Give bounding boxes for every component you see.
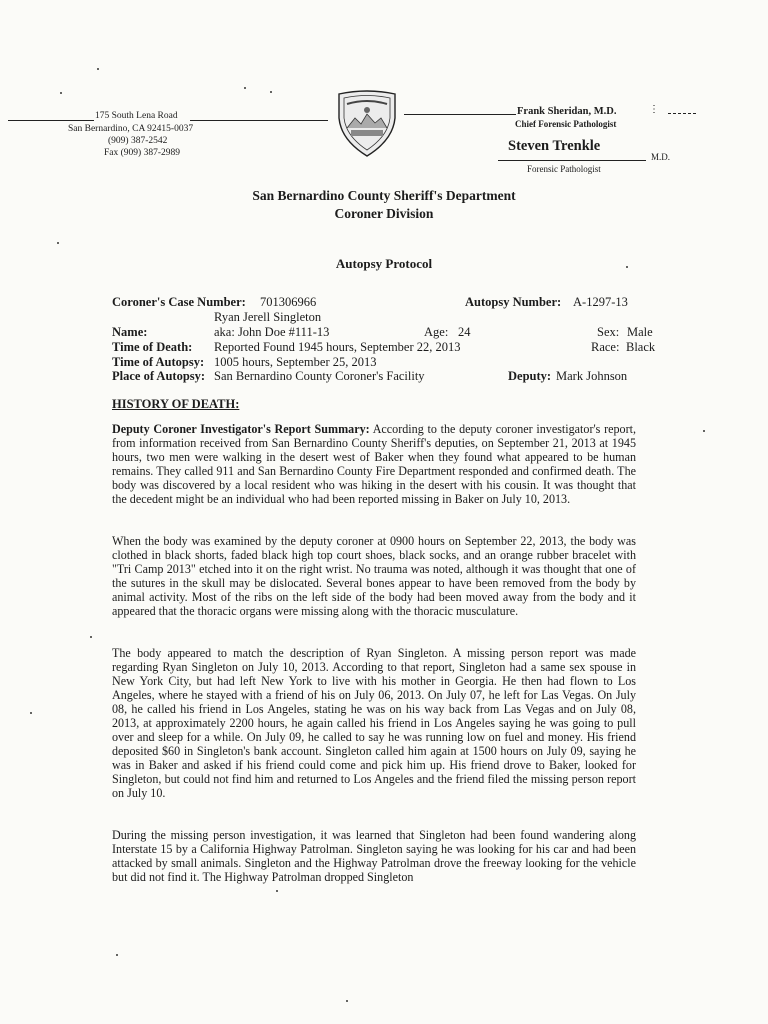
scan-mark: ⋮ <box>649 104 659 115</box>
letterhead-rule-right-b <box>668 113 696 114</box>
letterhead-rule-right-a <box>404 114 516 115</box>
address-street: 175 South Lena Road <box>95 111 178 121</box>
pathologist-suffix: M.D. <box>651 152 671 162</box>
deputy-name: Mark Johnson <box>556 369 628 383</box>
address-city: San Bernardino, CA 92415-0037 <box>68 124 194 134</box>
document-title: Autopsy Protocol <box>335 256 433 271</box>
scan-speck <box>30 712 32 714</box>
address-fax: Fax (909) 387-2989 <box>104 148 180 158</box>
time-of-death: Reported Found 1945 hours, September 22, 2013 <box>214 340 461 354</box>
time-of-autopsy-label: Time of Autopsy: <box>112 355 205 369</box>
sex-value: Male <box>627 325 653 339</box>
scan-speck <box>270 91 272 93</box>
race-label: Race: <box>591 340 620 354</box>
case-number-label: Coroner's Case Number: <box>112 295 246 309</box>
autopsy-number-label: Autopsy Number: <box>465 295 562 309</box>
pathologist-title: Forensic Pathologist <box>527 164 601 174</box>
decedent-name: Ryan Jerell Singleton <box>214 310 322 324</box>
history-paragraph <box>112 422 636 506</box>
sex-label: Sex: <box>597 325 620 339</box>
scan-speck <box>97 68 99 70</box>
division-heading: Coroner Division <box>334 206 434 221</box>
county-seal-icon <box>333 88 401 158</box>
letterhead-rule-left-b <box>190 120 328 121</box>
scan-speck <box>244 87 246 89</box>
name-label: Name: <box>112 325 148 339</box>
race-value: Black <box>626 340 656 354</box>
scan-speck <box>703 430 705 432</box>
scan-speck <box>60 92 62 94</box>
report-summary-text: According to the deputy coroner investigator's report, from information received from San Bernardino County Sheriff's deputies, on September 21, 2013 at 1945 hours, two men were walking in the desert west of Baker when they found what appeared to be human remains. They called 911 and San Bernardino County Fire Department responded and confirmed death. The body was discovered by a local resident who was hiking in the desert with his cousin. It was thought that the decedent might be an individual who had been reported missing in Baker on July 10, 2013. <box>112 422 636 507</box>
decedent-alias: aka: John Doe #111-13 <box>214 325 330 339</box>
pathologist-name: Steven Trenkle <box>508 138 601 154</box>
report-summary-lead: Deputy Coroner Investigator's Report Summary: <box>112 422 370 436</box>
scan-speck <box>276 890 278 892</box>
history-paragraph: During the missing person investigation, it was learned that Singleton had been found wandering along Interstate 15 by a California Highway Patrolman. Singleton saying he was looking for his car and had been attacked by small animals. Singleton and the Highway Patrolman drove the freeway looking for the vehicle but did not find it. The Highway Patrolman dropped Singleton <box>112 828 636 885</box>
time-of-death-label: Time of Death: <box>112 340 193 354</box>
autopsy-number: A-1297-13 <box>573 295 628 309</box>
age-label: Age: <box>424 325 449 339</box>
history-paragraph: The body appeared to match the description of Ryan Singleton. A missing person report was made regarding Ryan Singleton on July 10, 2013. According to that report, Singleton had a same sex spouse in New York City, but had left New York to live with his mother in Georgia. He then had flown to Los Angeles, where he stayed with a friend of his on July 06, 2013. On July 07, he left for Las Vegas. On July 08, he called his friend in Los Angeles, stating he was on his way back from Las Vegas and on July 08, 2013, at approximately 2200 hours, he again called his friend in Los Angeles saying he was going to pull over and sleep for a while. On July 09, he called to say he was running low on fuel and money. His friend deposited $60 in Singleton's bank account. Singleton called him again at 1500 hours on July 09, saying he was in Baker and asked if his friend could come and pick him up. His friend drove to Baker, looked for Singleton, but could not find him and returned to Los Angeles and the friend filed the missing person report on July 10. <box>112 646 636 801</box>
letterhead-rule-left-a <box>8 120 94 121</box>
history-paragraph: When the body was examined by the deputy coroner at 0900 hours on September 22, 2013, the body was clothed in black shorts, faded black high top court shoes, black socks, and an orange rubber bracelet with "Tri Camp 2013" etched into it on the right wrist. No trauma was noted, although it was thought that one of the sutures in the skull may be dislocated. Several bones appear to have been removed from the body by animal activity. Most of the ribs on the left side of the body had been moved away from the body and it appeared that the thoracic organs were missing along with the thoracic musculature. <box>112 534 636 619</box>
scan-speck <box>57 242 59 244</box>
scan-speck <box>90 636 92 638</box>
chief-pathologist-title: Chief Forensic Pathologist <box>515 119 617 129</box>
place-of-autopsy-label: Place of Autopsy: <box>112 369 206 383</box>
case-number: 701306966 <box>260 295 317 309</box>
history-heading: HISTORY OF DEATH: <box>112 397 240 411</box>
time-of-autopsy: 1005 hours, September 25, 2013 <box>214 355 377 369</box>
signature-line <box>498 160 646 161</box>
age-value: 24 <box>458 325 471 339</box>
chief-pathologist-name: Frank Sheridan, M.D. <box>517 106 617 117</box>
address-phone: (909) 387-2542 <box>108 136 168 146</box>
deputy-label: Deputy: <box>508 369 552 383</box>
scan-speck <box>116 954 118 956</box>
department-heading: San Bernardino County Sheriff's Department <box>252 188 516 203</box>
place-of-autopsy: San Bernardino County Coroner's Facility <box>214 369 425 383</box>
scan-speck <box>346 1000 348 1002</box>
